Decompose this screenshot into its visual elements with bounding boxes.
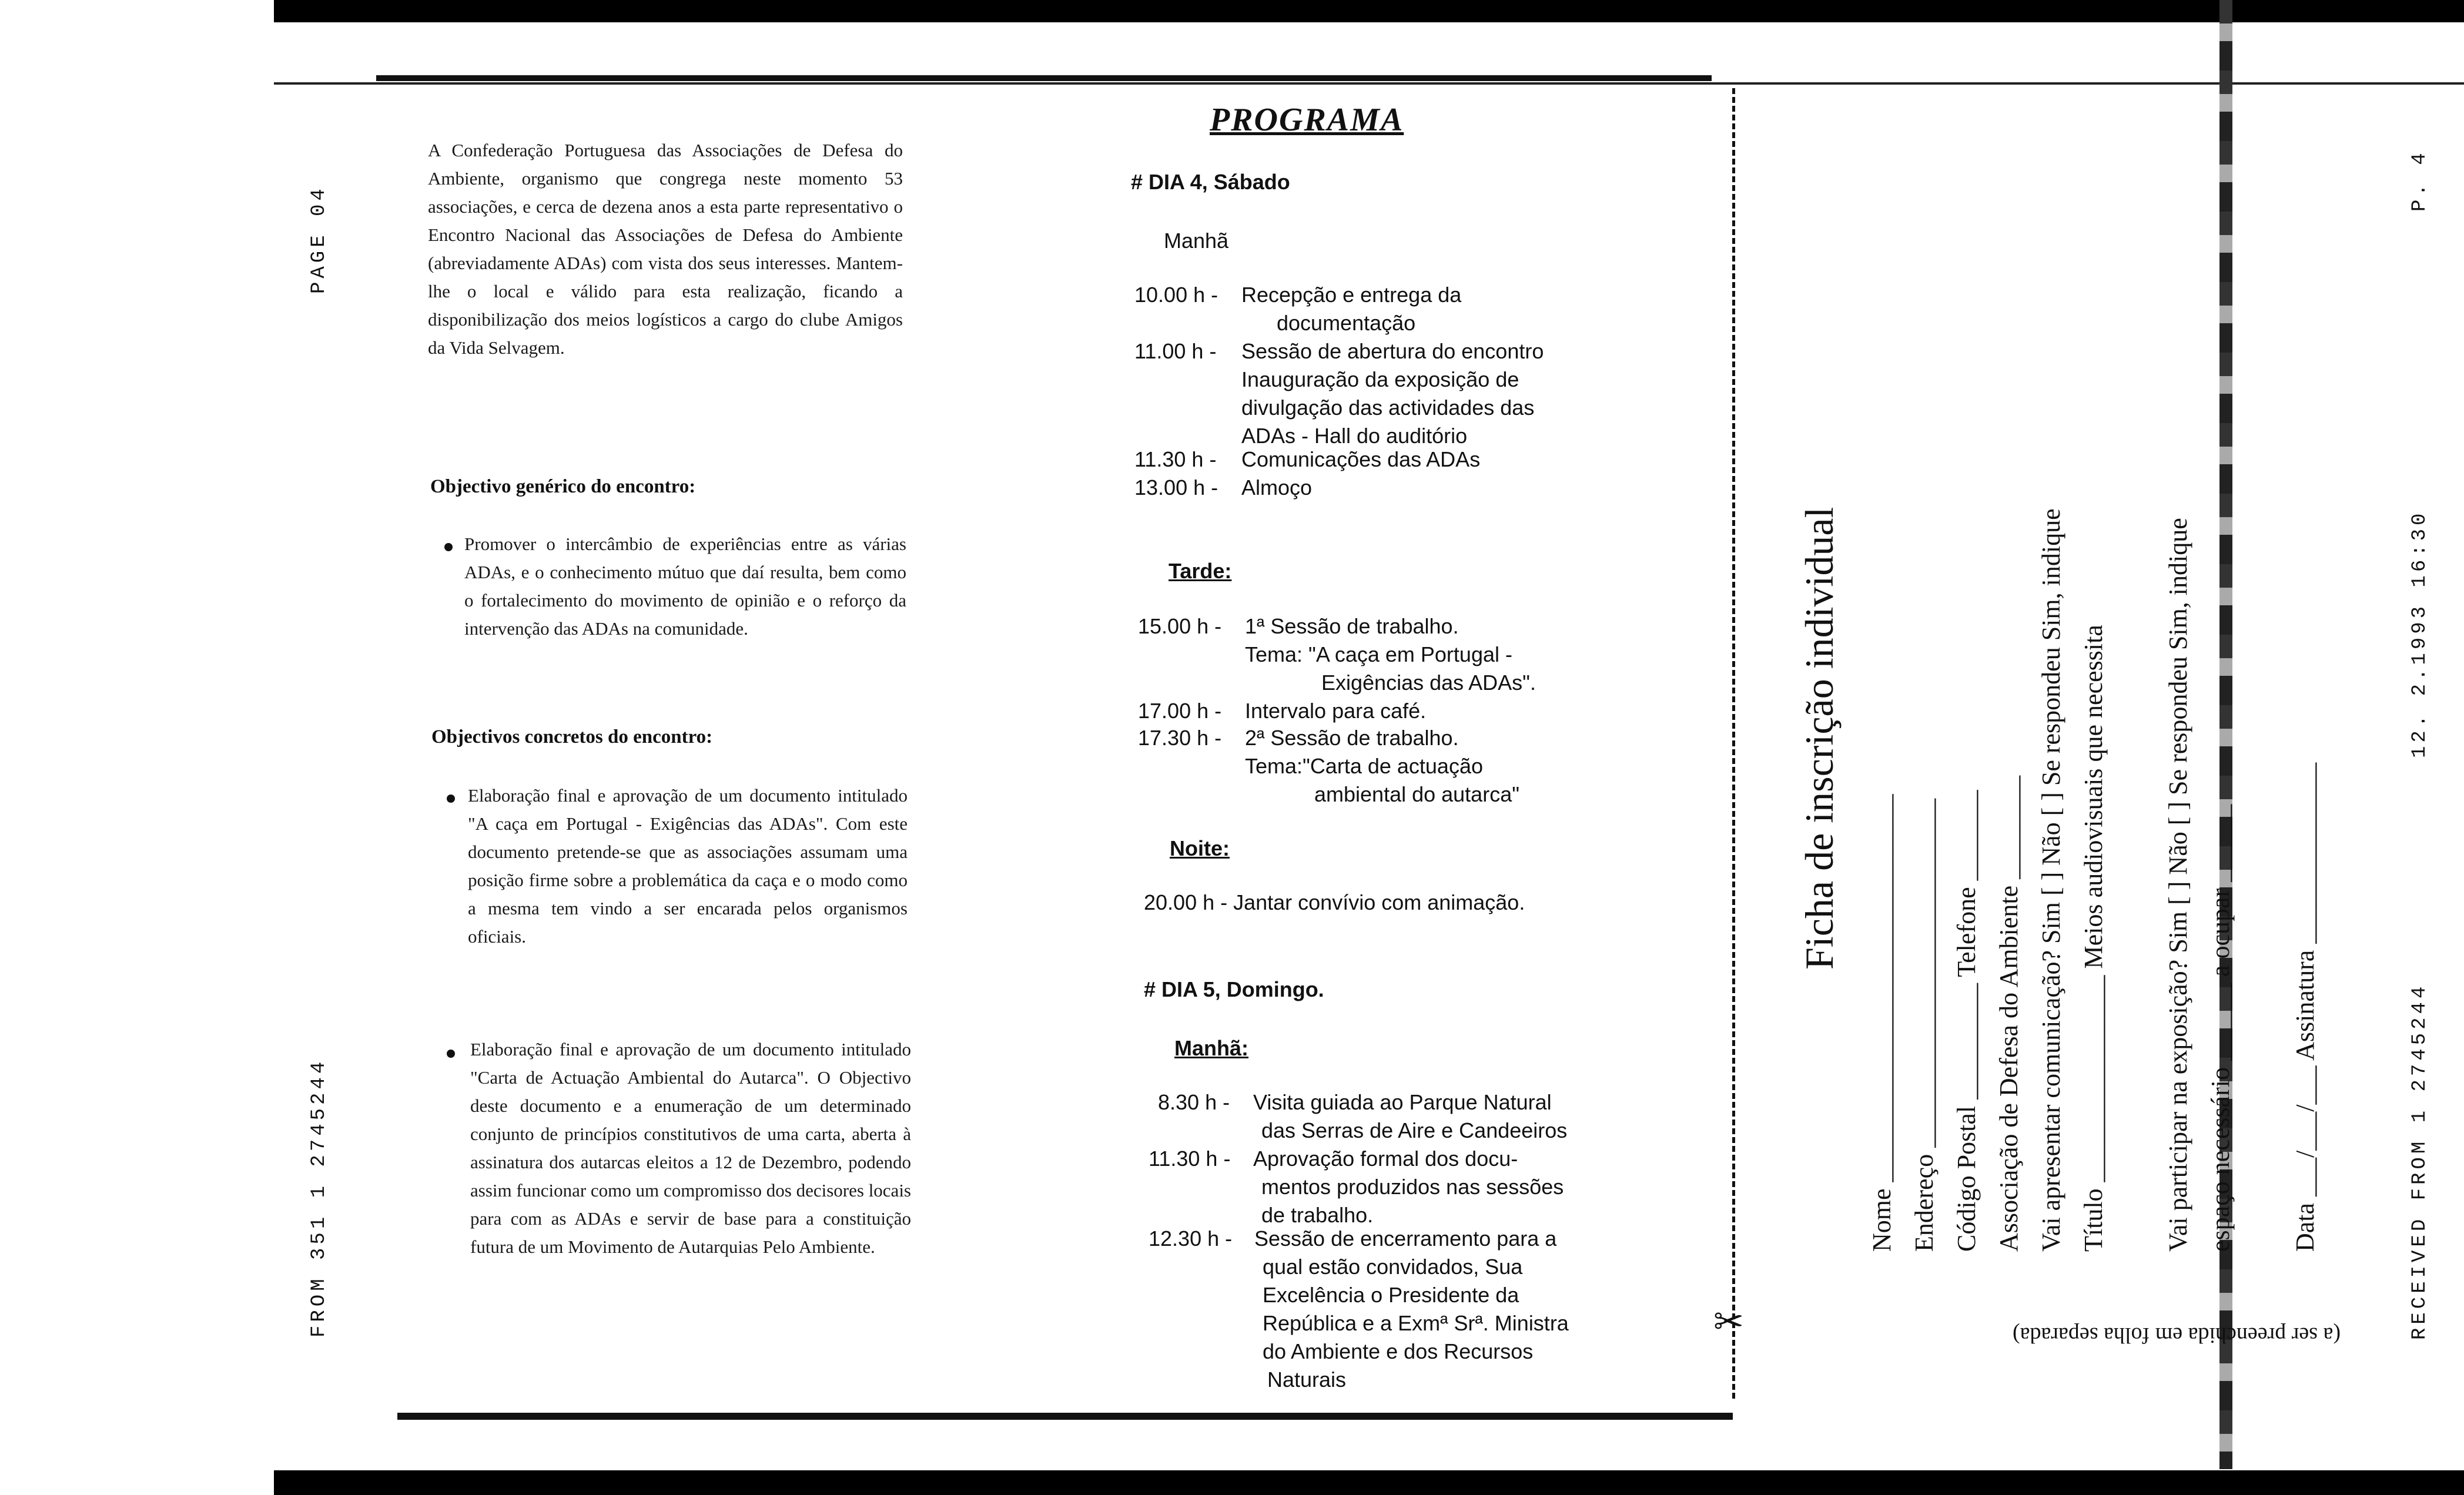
- generic-objective-bullet: Promover o intercâmbio de experiências entre as várias ADAs, e o conhecimento mútuo que daí resulta, bem como o fortalecimento do movimento de opinião e o reforço da intervenção das ADAs na comunidade.: [464, 534, 906, 639]
- fax-date-time: 12. 2.1993 16:30: [2409, 509, 2431, 758]
- bottom-black-bar: [274, 1470, 2464, 1495]
- day5-manha-2: [1149, 1145, 1564, 1227]
- schedule-text: [1245, 724, 1519, 809]
- day4-manha-3: [1134, 445, 1481, 474]
- schedule-line: Inauguração da exposição de: [1241, 367, 1519, 391]
- day4-manha-label: Manhã: [1164, 229, 1229, 253]
- form-field-data-assinatura[interactable]: Data ___/___/___ Assinatura ______________: [2291, 762, 2319, 1252]
- day4-tarde-1: [1138, 612, 1536, 695]
- day5-manha-1: [1158, 1088, 1568, 1142]
- specific-objectives-heading: Objectivos concretos do encontro:: [431, 726, 713, 748]
- schedule-time: 8.30 h -: [1158, 1090, 1230, 1114]
- form-footer-upside: (a ser preenchida em folha separada): [2013, 1323, 2341, 1347]
- day4-manha-1: [1134, 281, 1462, 335]
- schedule-line: Sessão de encerramento para a: [1254, 1226, 1557, 1251]
- schedule-line: 2ª Sessão de trabalho.: [1245, 726, 1459, 750]
- form-title: Ficha de inscrição individual: [1797, 507, 1842, 970]
- programa-title: PROGRAMA: [1210, 102, 1404, 138]
- scissors-icon: ✂: [1713, 1300, 1744, 1343]
- specific-objective-1: Elaboração final e aprovação de um documento intitulado "A caça em Portugal - Exigências das ADAs". Com este documento pretende-se que as associações assumam uma posição firme sobre a problemática da caça e o modo como a mesma tem vindo a ser encarada pelos organismos oficiais.: [468, 785, 908, 947]
- schedule-line: Exigências das ADAs".: [1321, 671, 1536, 695]
- schedule-line: das Serras de Aire e Candeeiros: [1261, 1118, 1568, 1142]
- form-field-endereco[interactable]: Endereço ___________________________: [1910, 798, 1939, 1252]
- schedule-time: 10.00 h -: [1134, 283, 1218, 307]
- schedule-line: ambiental do autarca": [1314, 782, 1519, 806]
- day4-tarde-label: Tarde:: [1169, 559, 1232, 583]
- top-black-bar: [274, 0, 2464, 22]
- day4-heading: # DIA 4, Sábado: [1131, 170, 1290, 194]
- schedule-text: [1254, 1225, 1569, 1394]
- schedule-line: de trabalho.: [1261, 1203, 1374, 1227]
- schedule-line: documentação: [1277, 311, 1416, 335]
- fold-dashed-line: [1732, 88, 1735, 1399]
- schedule-time: 13.00 h -: [1134, 475, 1218, 500]
- schedule-line: Tema:"Carta de actuação: [1245, 754, 1483, 778]
- schedule-line: Intervalo para café.: [1245, 699, 1427, 723]
- schedule-line: do Ambiente e dos Recursos: [1263, 1339, 1534, 1363]
- schedule-line: 1ª Sessão de trabalho.: [1245, 614, 1459, 638]
- fax-page-label: PAGE 04: [308, 185, 330, 294]
- day5-manha-3: [1149, 1225, 1569, 1392]
- schedule-line: Comunicações das ADAs: [1241, 447, 1481, 471]
- intro-paragraph: A Confederação Portuguesa das Associações de Defesa do Ambiente, organismo que congrega neste momento 53 associações, e cerca de dezena anos a esta parte representativo o Encontro Nacional das Associações de Defesa do Ambiente (abreviadamente ADAs) com vista dos seus interesses. Mantem-lhe o local e válido para esta realização, ficando a disponibilização dos meios logísticos a cargo do clube Amigos da Vida Selvagem.: [428, 140, 903, 358]
- brochure-top-rule: [376, 75, 1712, 81]
- form-field-titulo-meios[interactable]: Título ________________ Meios audiovisuais que necessita: [2079, 625, 2108, 1252]
- day4-noite-item: 20.00 h - Jantar convívio com animação.: [1144, 890, 1525, 914]
- schedule-time: 11.30 h -: [1149, 1147, 1231, 1171]
- schedule-line: qual estão convidados, Sua: [1263, 1255, 1523, 1279]
- schedule-line: divulgação das actividades das: [1241, 395, 1535, 420]
- schedule-line: Naturais: [1267, 1367, 1347, 1392]
- form-field-nome[interactable]: Nome ______________________________: [1867, 794, 1896, 1252]
- schedule-text: [1253, 1145, 1564, 1229]
- bullet-dot: [447, 795, 455, 803]
- schedule-text: [1241, 337, 1544, 450]
- schedule-time: 17.00 h -: [1138, 699, 1222, 723]
- schedule-line: Sessão de abertura do encontro: [1241, 339, 1544, 363]
- schedule-line: mentos produzidos nas sessões: [1261, 1175, 1564, 1199]
- day5-manha-label: Manhã:: [1174, 1036, 1248, 1060]
- generic-objective-heading: Objectivo genérico do encontro:: [430, 476, 696, 497]
- fax-page-number: P. 4: [2409, 149, 2431, 212]
- bullet-dot: [444, 543, 453, 551]
- fax-from-label: FROM 351 1 2745244: [308, 1058, 330, 1338]
- fax-received-label: RECEIVED FROM 1 2745244: [2409, 983, 2431, 1340]
- schedule-line: ADAs - Hall do auditório: [1241, 424, 1468, 448]
- form-field-espaco[interactable]: espaço necessário ______ a ocupar ______: [2206, 804, 2235, 1252]
- form-field-comunicacao[interactable]: Vai apresentar comunicação? Sim [ ] Não [ ] Se respondeu Sim, indique: [2037, 508, 2065, 1252]
- day4-noite-label: Noite:: [1170, 836, 1230, 860]
- day4-manha-4: [1134, 474, 1313, 502]
- schedule-time: 11.30 h -: [1134, 447, 1217, 471]
- schedule-time: 12.30 h -: [1149, 1226, 1233, 1251]
- schedule-text: [1245, 612, 1536, 697]
- schedule-time: 15.00 h -: [1138, 614, 1222, 638]
- day4-tarde-3: [1138, 724, 1519, 806]
- brochure-bottom-rule: [397, 1413, 1733, 1420]
- form-field-associacao[interactable]: Associação de Defesa do Ambiente ________: [1994, 775, 2023, 1252]
- bullet-dot: [447, 1050, 455, 1058]
- schedule-time: 17.30 h -: [1138, 726, 1222, 750]
- schedule-line: Tema: "A caça em Portugal -: [1245, 642, 1512, 666]
- specific-objective-2: Elaboração final e aprovação de um documento intitulado "Carta de Actuação Ambiental do Autarca". O Objectivo deste documento e a enumeração de um determinado conjunto de princípios constitutivos de uma carta, aberta à assinatura dos autarcas eleitos a 12 de Dezembro, podendo assim funcionar como um compromisso dos decisores locais para com as ADAs e servir de base para a constituição futura de um Movimento de Autarquias Pelo Ambiente.: [470, 1039, 911, 1257]
- schedule-line: Recepção e entrega da: [1241, 283, 1462, 307]
- schedule-line: Excelência o Presidente da: [1263, 1283, 1519, 1307]
- day4-tarde-2: [1138, 697, 1427, 725]
- schedule-text: [1241, 281, 1461, 337]
- schedule-line: Visita guiada ao Parque Natural: [1253, 1090, 1552, 1114]
- schedule-text: [1253, 1088, 1567, 1145]
- schedule-time: 11.00 h -: [1134, 339, 1217, 363]
- schedule-line: República e a Exmª Srª. Ministra: [1263, 1311, 1569, 1335]
- schedule-line: Almoço: [1241, 475, 1313, 500]
- day4-manha-2: [1134, 337, 1544, 448]
- top-rule: [274, 82, 2464, 85]
- form-field-exposicao[interactable]: Vai participar na exposição? Sim [ ] Não [ ] Se respondeu Sim, indique: [2164, 518, 2192, 1252]
- day5-heading: # DIA 5, Domingo.: [1144, 977, 1324, 1001]
- schedule-line: Aprovação formal dos docu-: [1253, 1147, 1518, 1171]
- form-field-codigo-postal-telefone[interactable]: Código Postal _________ Telefone _______: [1952, 790, 1981, 1252]
